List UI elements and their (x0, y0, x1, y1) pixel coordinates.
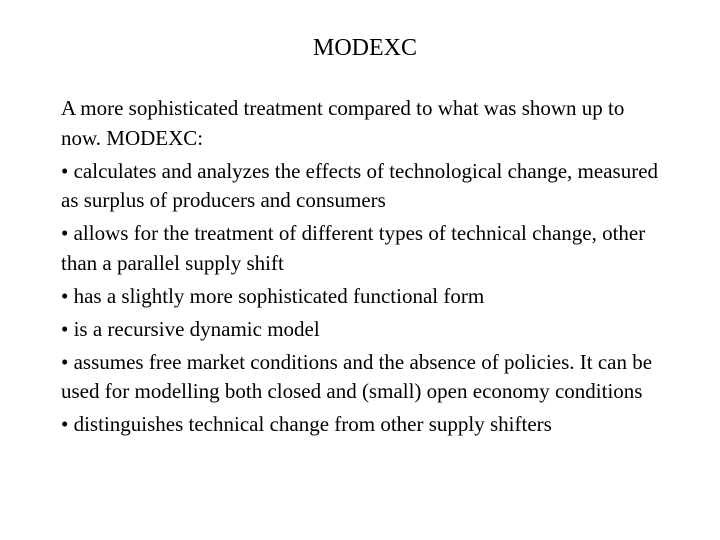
slide-title: MODEXC (312, 35, 417, 61)
intro-paragraph: A more sophisticated treatment compared to what was shown up to now. MODEXC: (61, 96, 625, 150)
bullet-item: • has a slightly more sophisticated functional form (61, 283, 485, 308)
slide-body (61, 94, 666, 443)
bullet-item: • assumes free market conditions and the absence of policies. It can be used for modelling both closed and (small) open economy conditions (61, 349, 653, 403)
bullet-item: • calculates and analyzes the effects of technological change, measured as surplus of producers and consumers (61, 158, 659, 212)
bullet-item: • distinguishes technical change from other supply shifters (61, 412, 552, 436)
bullet-item: • is a recursive dynamic model (61, 316, 320, 341)
bullet-item: • allows for the treatment of different types of technical change, other than a parallel supply shift (61, 221, 646, 275)
